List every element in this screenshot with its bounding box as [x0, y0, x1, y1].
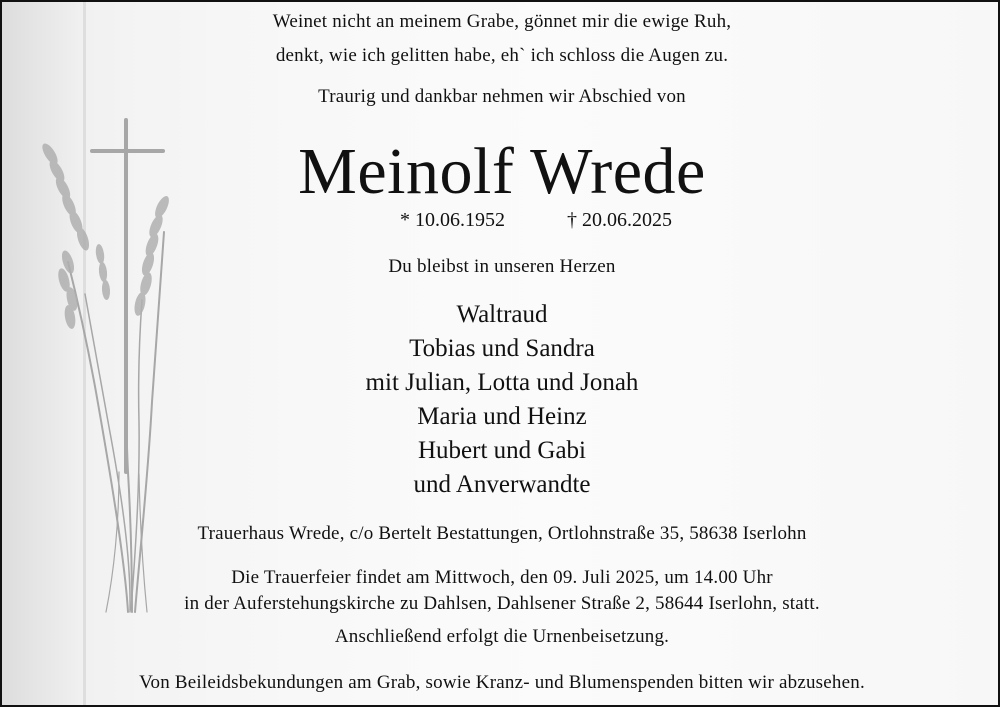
verse-line-1: Weinet nicht an meinem Grabe, gönnet mir die ewige Ruh,	[272, 11, 732, 32]
deceased-name: Meinolf Wrede	[298, 135, 706, 208]
motto-text: Du bleibst in unseren Herzen	[388, 256, 616, 277]
birth-date: * 10.06.1952	[400, 209, 505, 231]
condolence-request: Von Beileidsbekundungen am Grab, sowie Kranz- und Blumenspenden bitten wir abzusehen.	[139, 672, 865, 693]
ceremony-line-1: Die Trauerfeier findet am Mittwoch, den 09. Juli 2025, um 14.00 Uhr	[231, 567, 773, 588]
family-name-2: Tobias und Sandra	[409, 335, 595, 362]
family-name-5: Hubert und Gabi	[417, 437, 587, 464]
family-name-3: mit Julian, Lotta und Jonah	[365, 369, 639, 396]
ceremony-line-3: Anschließend erfolgt die Urnenbeisetzung.	[334, 626, 670, 647]
mourning-address: Trauerhaus Wrede, c/o Bertelt Bestattungen, Ortlohnstraße 35, 58638 Iserlohn	[197, 523, 807, 544]
family-name-6: und Anverwandte	[413, 471, 591, 498]
verse-line-2: denkt, wie ich gelitten habe, eh` ich schloss die Augen zu.	[275, 45, 729, 66]
intro-text: Traurig und dankbar nehmen wir Abschied von	[318, 86, 686, 107]
ceremony-line-2: in der Auferstehungskirche zu Dahlsen, Dahlsener Straße 2, 58644 Iserlohn, statt.	[184, 593, 820, 614]
life-dates	[2, 209, 1000, 239]
family-name-4: Maria und Heinz	[417, 403, 587, 430]
family-name-1: Waltraud	[456, 301, 548, 328]
death-date: † 20.06.2025	[567, 209, 672, 231]
